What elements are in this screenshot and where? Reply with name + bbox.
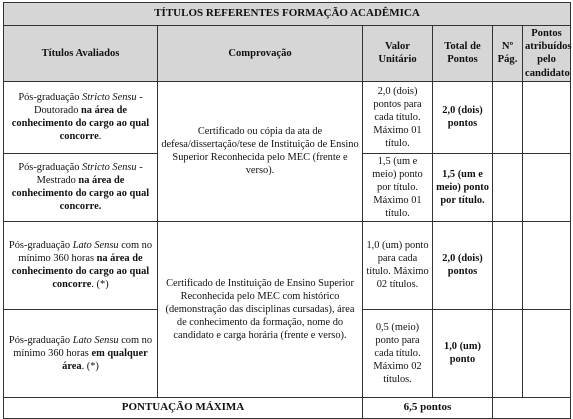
- pag-cell[interactable]: [493, 221, 523, 309]
- header-comprovacao: Comprovação: [158, 26, 363, 82]
- table-title-row: [4, 3, 571, 26]
- total-cell: 1,5 (um e meio) ponto por título.: [433, 153, 493, 221]
- header-pag: Nº Pág.: [493, 26, 523, 82]
- header-total: Total de Pontos: [433, 26, 493, 82]
- comprovacao-cell: Certificado de Instituição de Ensino Superior Reconhecida pelo MEC com histórico (demonstração das disciplinas cursadas), área de conhecimento da formação, nome do candidato e carga horária (frente e verso).: [158, 221, 363, 397]
- pontos-candidato-cell[interactable]: [523, 309, 571, 397]
- pag-cell[interactable]: [493, 153, 523, 221]
- table-title: TÍTULOS REFERENTES FORMAÇÃO ACADÊMICA: [4, 3, 571, 26]
- valor-cell: 2,0 (dois) pontos para cada título. Máximo 01 título.: [363, 81, 433, 153]
- titulo-cell: Pós-graduação Lato Sensu com no mínimo 360 horas em qualquer área. (*): [4, 309, 158, 397]
- titles-table: [3, 2, 571, 419]
- footer-empty-cell: [493, 397, 571, 418]
- valor-cell: 0,5 (meio) ponto para cada título. Máximo 02 títulos.: [363, 309, 433, 397]
- valor-cell: 1,0 (um) ponto para cada título. Máximo 02 títulos.: [363, 221, 433, 309]
- pontos-candidato-cell[interactable]: [523, 153, 571, 221]
- titulo-cell: Pós-graduação Lato Sensu com no mínimo 360 horas na área de conhecimento do cargo ao qual concorre. (*): [4, 221, 158, 309]
- total-cell: 2,0 (dois) pontos: [433, 221, 493, 309]
- total-cell: 1,0 (um) ponto: [433, 309, 493, 397]
- pag-cell[interactable]: [493, 81, 523, 153]
- table-row: [4, 221, 571, 309]
- header-valor: Valor Unitário: [363, 26, 433, 82]
- valor-cell: 1,5 (um e meio) ponto por título. Máximo 01 título.: [363, 153, 433, 221]
- footer-row: [4, 397, 571, 418]
- pontos-candidato-cell[interactable]: [523, 81, 571, 153]
- titulo-cell: Pós-graduação Stricto Sensu - Mestrado na área de conhecimento do cargo ao qual concorre.: [4, 153, 158, 221]
- header-pontos-candidato: Pontos atribuídos pelo candidato: [523, 26, 571, 82]
- titulo-cell: Pós-graduação Stricto Sensu - Doutorado na área de conhecimento do cargo ao qual concorre.: [4, 81, 158, 153]
- header-row: [4, 26, 571, 82]
- pag-cell[interactable]: [493, 309, 523, 397]
- pontuacao-maxima-label: PONTUAÇÃO MÁXIMA: [4, 397, 363, 418]
- header-titulos: Títulos Avaliados: [4, 26, 158, 82]
- comprovacao-cell: Certificado ou cópia da ata de defesa/dissertação/tese de Instituição de Ensino Superior Reconhecida pelo MEC (frente e verso).: [158, 81, 363, 221]
- total-cell: 2,0 (dois) pontos: [433, 81, 493, 153]
- pontuacao-maxima-value: 6,5 pontos: [363, 397, 493, 418]
- pontos-candidato-cell[interactable]: [523, 221, 571, 309]
- table-row: [4, 81, 571, 153]
